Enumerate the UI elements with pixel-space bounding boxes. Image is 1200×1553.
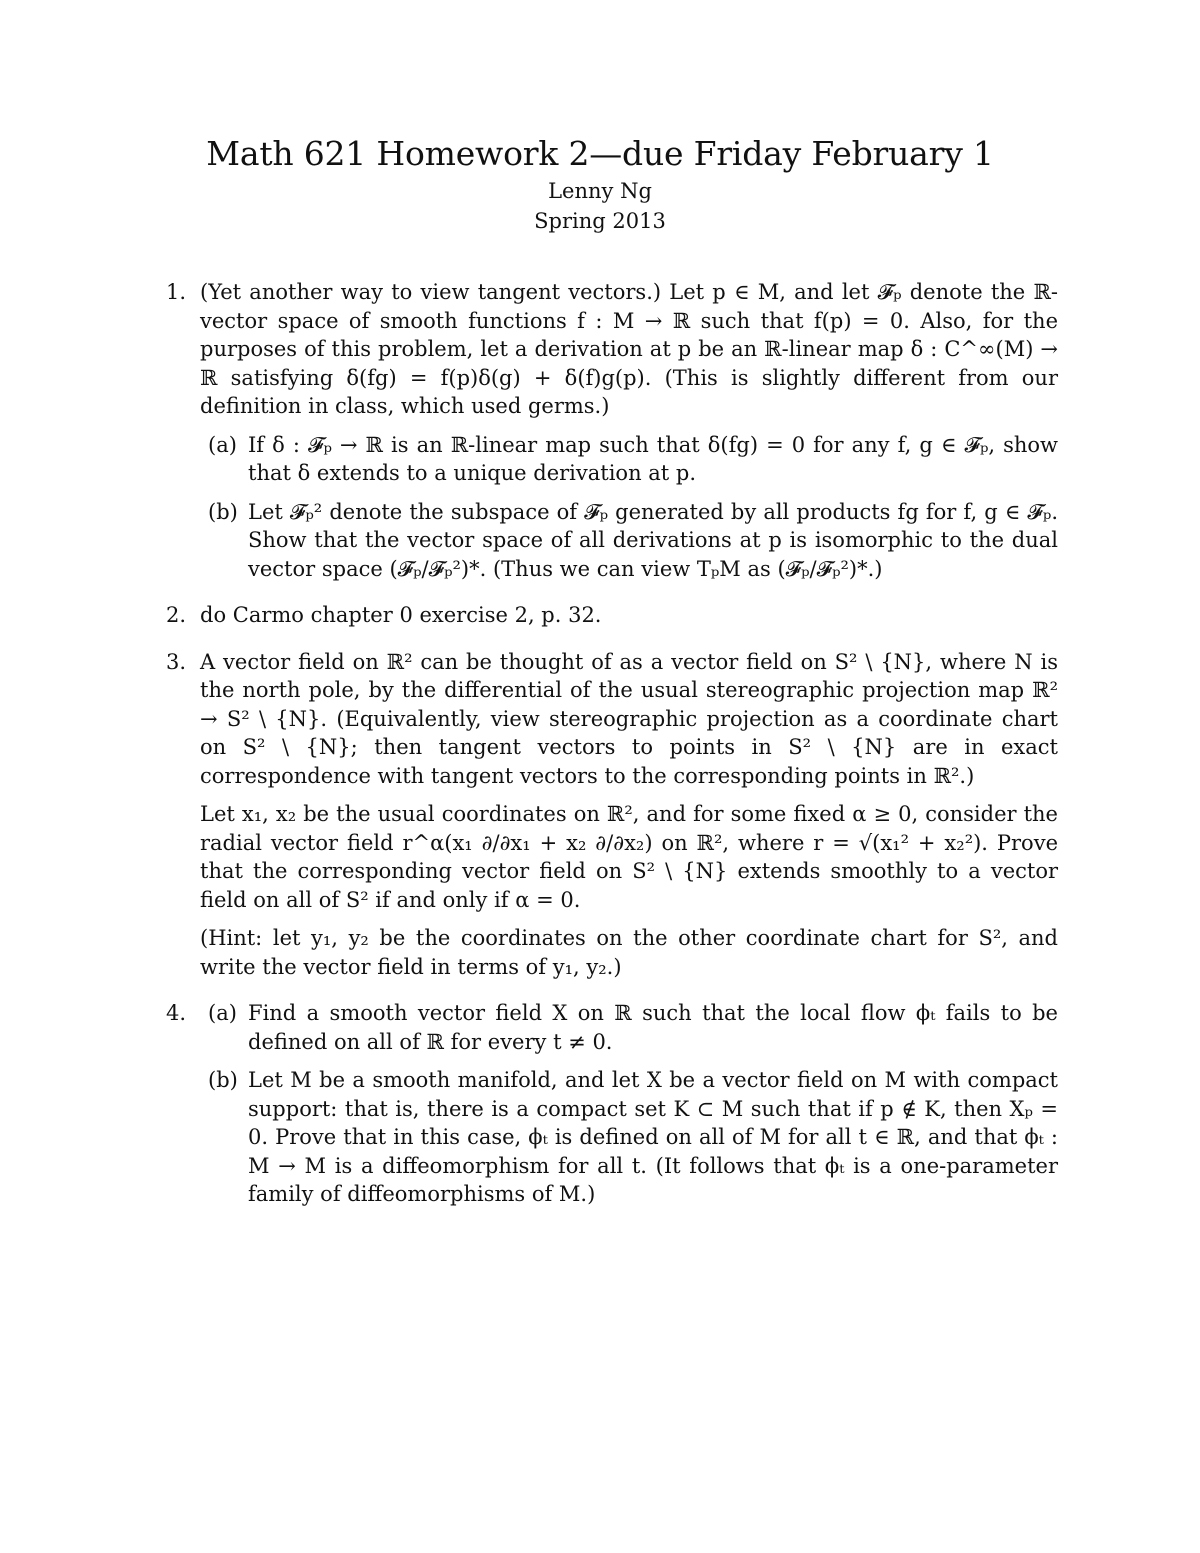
- problem-paragraph: Let x₁, x₂ be the usual coordinates on ℝ², and for some fixed α ≥ 0, consider the radial vector field r^α(x₁ ∂/∂x₁ + x₂ ∂/∂x₂) on ℝ², where r = √(x₁² + x₂²). Prove that the corresponding vector field on S² \ {N} extends smoothly to a vector field on all of S² if and only if α = 0.: [200, 802, 1058, 912]
- document-header: [0, 132, 1200, 236]
- problem-text: A vector field on ℝ² can be thought of as a vector field on S² \ {N}, where N is the north pole, by the differential of the usual stereographic projection map ℝ² → S² \ {N}. (Equivalently, view stereographic projection as a coordinate chart on S² \ {N}; then tangent vectors to points in S² \ {N} are in exact correspondence with tangent vectors to the corresponding points in ℝ².): [200, 649, 1058, 788]
- problem-text: do Carmo chapter 0 exercise 2, p. 32.: [200, 603, 602, 627]
- part-label: (b): [208, 1068, 238, 1092]
- problem-list: [166, 278, 1058, 1209]
- problem-part: [208, 498, 1058, 584]
- problem-1: [166, 278, 1058, 583]
- part-text: If δ : 𝓕ₚ → ℝ is an ℝ-linear map such that δ(fg) = 0 for any f, g ∈ 𝓕ₚ, show that δ extends to a unique derivation at p.: [248, 432, 1058, 485]
- problem-number: 2.: [166, 603, 187, 627]
- part-label: (a): [208, 1001, 237, 1025]
- part-label: (a): [208, 432, 237, 457]
- problem-text: (Yet another way to view tangent vectors.) Let p ∈ M, and let 𝓕ₚ denote the ℝ-vector space of smooth functions f : M → ℝ such that f(p) = 0. Also, for the purposes of this problem, let a derivation at p be an ℝ-linear map δ : C^∞(M) → ℝ satisfying δ(fg) = f(p)δ(g) + δ(f)g(p). (This is slightly different from our definition in class, which used germs.): [200, 280, 1058, 418]
- problem-number: 4.: [166, 1001, 187, 1025]
- part-text: Let 𝓕ₚ² denote the subspace of 𝓕ₚ generated by all products fg for f, g ∈ 𝓕ₚ. Show that the vector space of all derivations at p is isomorphic to the dual vector space (𝓕ₚ/𝓕ₚ²)*. (Thus we can view TₚM as (𝓕ₚ/𝓕ₚ²)*.): [248, 499, 1058, 581]
- part-label: (b): [208, 499, 238, 524]
- problem-part: [208, 999, 1058, 1056]
- problem-3: [166, 648, 1058, 982]
- problem-2: [166, 601, 1058, 630]
- problem-number: 3.: [166, 649, 187, 674]
- problem-number: 1.: [166, 280, 187, 304]
- problem-4: [166, 999, 1058, 1209]
- page-title: Math 621 Homework 2—due Friday February 1: [206, 134, 994, 173]
- problem-part: [208, 1066, 1058, 1209]
- problem-hint: (Hint: let y₁, y₂ be the coordinates on the other coordinate chart for S², and write the vector field in terms of y₁, y₂.): [200, 926, 1058, 979]
- problem-part: [208, 431, 1058, 488]
- author-name: Lenny Ng: [548, 179, 652, 203]
- part-text: Let M be a smooth manifold, and let X be a vector field on M with compact support: that is, there is a compact set K ⊂ M such that if p ∉ K, then Xₚ = 0. Prove that in this case, ϕₜ is defined on all of M for all t ∈ ℝ, and that ϕₜ : M → M is a diffeomorphism for all t. (It follows that ϕₜ is a one-parameter family of diffeomorphisms of M.): [248, 1068, 1058, 1206]
- part-text: Find a smooth vector field X on ℝ such that the local flow ϕₜ fails to be defined on all of ℝ for every t ≠ 0.: [248, 1001, 1058, 1054]
- term-label: Spring 2013: [534, 209, 666, 233]
